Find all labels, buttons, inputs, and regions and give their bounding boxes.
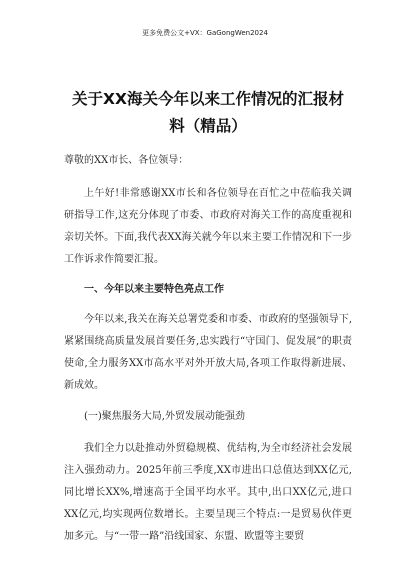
paragraph-trade: 我们全力以赴推动外贸稳规模、优结构,为全市经济社会发展注入强劲动力。2025年前三季度,XX市进出口总值达到XX亿元,同比增长XX%,增速高于全国平均水平。其中,出口XX亿元,进口XX亿元,均实现两位数增长。主要呈现三个特点:一是贸易伙伴更加多元。与“一带一路”沿线国家、东盟、欧盟等主要贸 bbox=[64, 443, 352, 542]
subsection-heading: (一)聚焦服务大局,外贸发展动能强劲 bbox=[84, 411, 245, 422]
section-heading: 一、今年以来主要特色亮点工作 bbox=[84, 284, 224, 295]
paragraph-overview: 今年以来,我关在海关总署党委和市委、市政府的坚强领导下,紧紧围绕高质量发展首要任务,忠实践行“守国门、促发展”的职责使命,全力服务XX市高水平对外开放大局,各项工作取得新进展、新成效。 bbox=[64, 314, 352, 391]
paragraph-intro: 上午好!非常感谢XX市长和各位领导在百忙之中莅临我关调研指导工作,这充分体现了市委、市政府对海关工作的高度重视和亲切关怀。下面,我代表XX海关就今年以来主要工作情况和下一步工作诉求作简要汇报。 bbox=[64, 188, 352, 265]
document-body bbox=[64, 150, 352, 548]
document-title: 关于XX海关今年以来工作情况的汇报材料（精品） bbox=[72, 90, 344, 135]
salutation: 尊敬的XX市长、各位领导： bbox=[64, 155, 189, 166]
header-note: 更多免费公文+VX：GaGongWen2024 bbox=[142, 29, 268, 37]
